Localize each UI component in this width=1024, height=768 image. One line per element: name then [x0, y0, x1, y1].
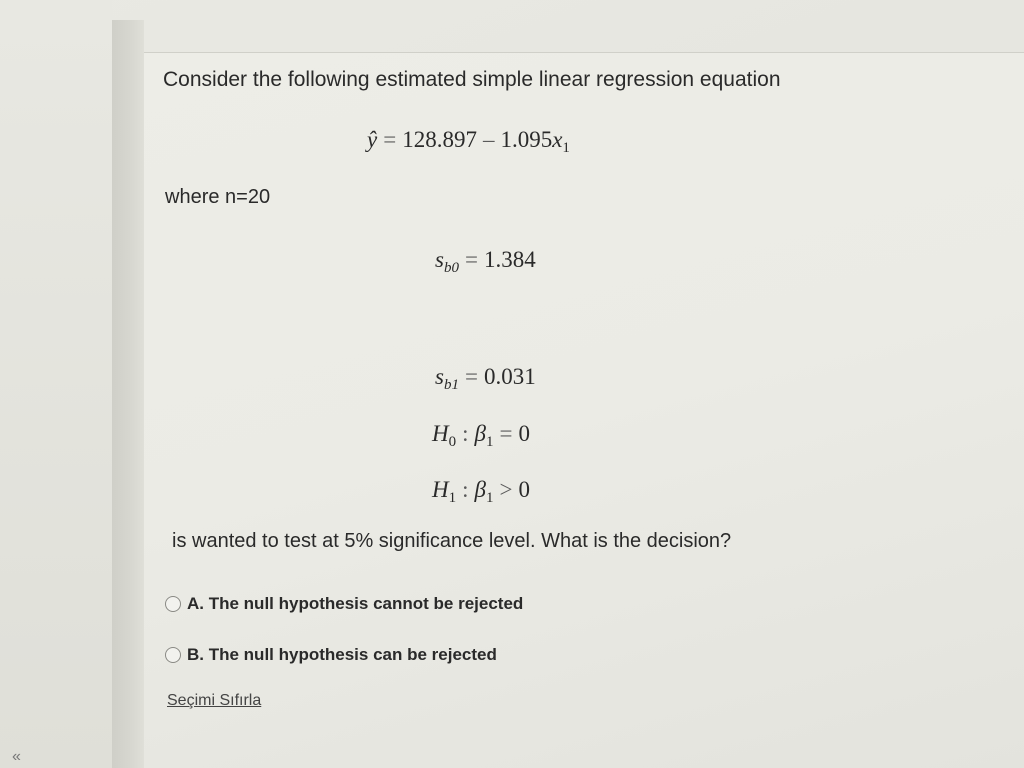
question-prompt: is wanted to test at 5% significance level. What is the decision?: [172, 530, 732, 552]
sb1-value: 0.031: [483, 364, 536, 389]
h1-value: 0: [518, 477, 530, 502]
sample-size: where n=20: [165, 186, 271, 208]
h1-beta: β: [474, 477, 486, 502]
question-intro: Consider the following estimated simple linear regression equation: [163, 68, 781, 91]
h1-colon: :: [462, 477, 469, 502]
sb0-subscript: b0: [443, 260, 459, 276]
option-a-radio[interactable]: [165, 596, 181, 612]
sb0-line: [435, 247, 536, 277]
h0-colon: :: [462, 421, 469, 446]
regression-equation: [367, 127, 570, 157]
h1-symbol: H: [432, 477, 449, 502]
option-b-label[interactable]: B. The null hypothesis can be rejected: [187, 645, 497, 664]
h1-relation: >: [499, 477, 513, 502]
null-hypothesis: [432, 421, 530, 451]
h1-beta-subscript: 1: [485, 490, 494, 506]
slope-value: 1.095: [500, 127, 553, 152]
h0-relation: =: [499, 421, 513, 446]
x-variable: x: [552, 127, 563, 152]
sb1-symbol: s: [435, 364, 444, 389]
option-a-label[interactable]: A. The null hypothesis cannot be rejected: [187, 594, 524, 613]
h1-subscript: 1: [448, 490, 457, 506]
minus-sign: –: [482, 127, 495, 152]
option-b-radio[interactable]: [165, 647, 181, 663]
h0-subscript: 0: [448, 434, 457, 450]
alternative-hypothesis: [432, 477, 530, 507]
reset-selection-link[interactable]: Seçimi Sıfırla: [167, 692, 262, 709]
option-b[interactable]: [165, 645, 497, 665]
h0-value: 0: [518, 421, 530, 446]
sb1-line: [435, 364, 536, 394]
intercept-value: 128.897: [402, 127, 477, 152]
content-border: [112, 20, 144, 768]
left-panel: [0, 0, 112, 768]
y-hat: ŷ: [367, 127, 378, 152]
h0-beta: β: [474, 421, 486, 446]
sb0-value: 1.384: [483, 247, 536, 272]
collapse-icon[interactable]: «: [12, 748, 21, 765]
h0-beta-subscript: 1: [485, 434, 494, 450]
x-subscript: 1: [562, 140, 570, 156]
option-a[interactable]: [165, 594, 523, 614]
sb0-equals: =: [464, 247, 478, 272]
equals-sign: =: [383, 127, 397, 152]
sb1-subscript: b1: [443, 377, 459, 393]
sb1-equals: =: [464, 364, 478, 389]
h0-symbol: H: [432, 421, 449, 446]
sb0-symbol: s: [435, 247, 444, 272]
